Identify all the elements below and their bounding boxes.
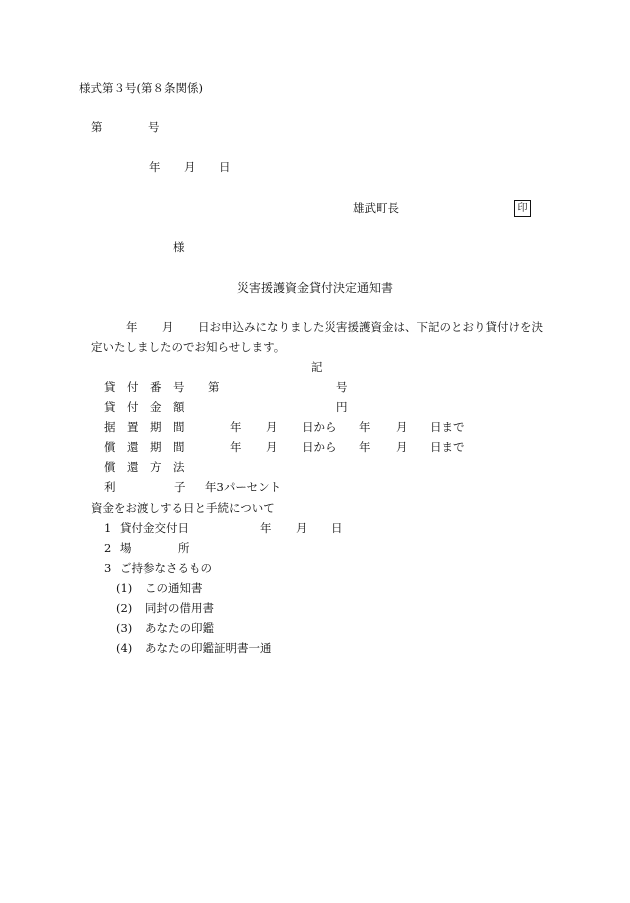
- date-hi: 日: [219, 160, 231, 174]
- handover-place-ba: 場: [120, 541, 132, 555]
- grace-period-label: 据 置 期 間: [104, 420, 185, 434]
- grace-tsuki1: 月: [266, 420, 278, 434]
- repay-nen2: 年: [359, 440, 371, 454]
- doc-no-dai: 第: [91, 120, 103, 134]
- bring-item-text: あなたの印鑑証明書一通: [145, 641, 272, 655]
- body-line1: 日お申込みになりました災害援護資金は、下記のとおり貸付けを決: [198, 320, 543, 334]
- loan-number-dai: 第: [208, 380, 220, 394]
- interest-rate: 年3パーセント: [205, 480, 282, 494]
- interest-shi: 子: [174, 480, 186, 494]
- handover-bring-num: 3: [104, 561, 112, 575]
- bring-item-text: 同封の借用書: [145, 601, 214, 615]
- repay-until: 日まで: [430, 440, 465, 454]
- bring-item-num: (3): [116, 621, 133, 635]
- repay-from: 日から: [302, 440, 337, 454]
- body-nen: 年: [126, 320, 138, 334]
- handover-date-num: 1: [104, 521, 112, 535]
- seal-mark: 印: [514, 200, 531, 217]
- loan-amount-yen: 円: [336, 400, 348, 414]
- form-number: 様式第３号(第８条関係): [79, 81, 203, 95]
- repay-nen1: 年: [230, 440, 242, 454]
- repay-tsuki1: 月: [266, 440, 278, 454]
- grace-nen1: 年: [230, 420, 242, 434]
- loan-number-label: 貸 付 番 号: [104, 380, 185, 394]
- bring-item-num: (2): [116, 601, 133, 615]
- document-title: 災害援護資金貸付決定通知書: [237, 281, 394, 295]
- doc-no-go: 号: [148, 120, 160, 134]
- loan-amount-label: 貸 付 金 額: [104, 400, 185, 414]
- repay-tsuki2: 月: [396, 440, 408, 454]
- addressee-sama: 様: [173, 240, 185, 254]
- handover-date-hi: 日: [331, 521, 343, 535]
- bring-item-text: あなたの印鑑: [145, 621, 214, 635]
- body-tsuki: 月: [162, 320, 174, 334]
- loan-number-go: 号: [336, 380, 348, 394]
- handover-heading: 資金をお渡しする日と手続について: [91, 501, 275, 515]
- handover-place-num: 2: [104, 541, 112, 555]
- handover-date-label: 貸付金交付日: [120, 521, 189, 535]
- interest-ri: 利: [104, 480, 116, 494]
- grace-until: 日まで: [430, 420, 465, 434]
- ki-label: 記: [311, 360, 323, 374]
- body-line2: 定いたしましたのでお知らせします。: [91, 340, 286, 354]
- date-nen: 年: [149, 160, 161, 174]
- date-tsuki: 月: [184, 160, 196, 174]
- handover-place-sho: 所: [178, 541, 190, 555]
- handover-bring-label: ご持参なさるもの: [120, 561, 212, 575]
- issuer-name: 雄武町長: [353, 201, 399, 215]
- repay-method-label: 償 還 方 法: [104, 460, 185, 474]
- bring-item-num: (4): [116, 641, 133, 655]
- handover-date-tsuki: 月: [296, 521, 308, 535]
- grace-nen2: 年: [359, 420, 371, 434]
- handover-date-nen: 年: [260, 521, 272, 535]
- bring-item-text: この通知書: [145, 581, 203, 595]
- grace-from: 日から: [302, 420, 337, 434]
- grace-tsuki2: 月: [396, 420, 408, 434]
- repay-period-label: 償 還 期 間: [104, 440, 185, 454]
- bring-item-num: (1): [116, 581, 133, 595]
